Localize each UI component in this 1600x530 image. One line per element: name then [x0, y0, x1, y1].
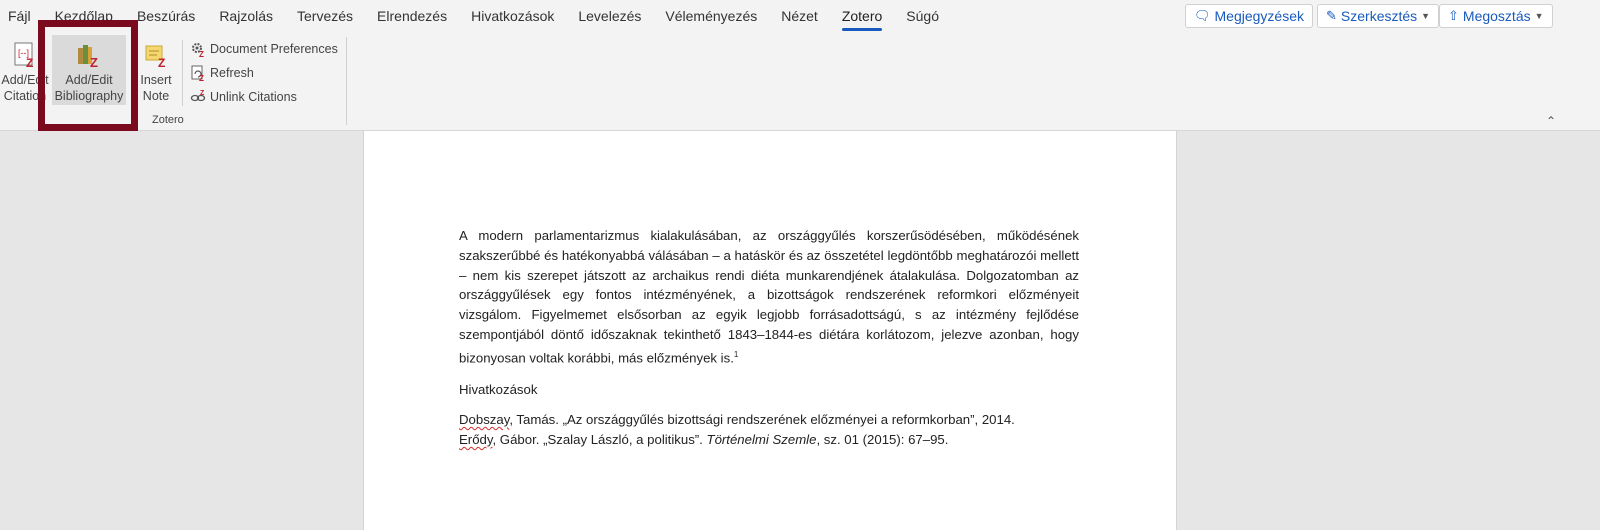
- bib-end: , sz. 01 (2015): 67–95.: [816, 431, 949, 447]
- refresh-button[interactable]: [190, 61, 338, 85]
- tab-layout[interactable]: Elrendezés: [377, 8, 448, 24]
- zotero-small-buttons: [190, 37, 338, 109]
- svg-text:Z: Z: [200, 90, 205, 97]
- highlight-box: [38, 20, 138, 131]
- bibliography-entry: [459, 410, 1079, 430]
- bibliography-label-2: Bibliography: [54, 89, 124, 103]
- document-content[interactable]: [459, 226, 1079, 450]
- tab-mailings[interactable]: Levelezés: [578, 8, 642, 24]
- add-citation-label-1: Add/Edit: [1, 73, 49, 87]
- add-citation-icon: [12, 42, 38, 68]
- paragraph-text: A modern parlamentarizmus kialakulásában, az országgyűlés korszerűsödésében, működésének szakszerűbbé és hatékonyabbá válásában – a hatáskör és az összetétel legdöntőbb meghatározói mellett – nem kis szerepet játszott az archaikus rendi diéta munkarendjének átalakulása. Dolgozatomban az országgyűlések egy fontos intézményének, a bizottságok rendszerének reformkori előzményeit vizsgálom. Figyelmemet elsősorban az egyik legjobb forrásadottságú, s az intézmény fejlődése szempontjából döntő időszaknak tekinthető 1843–1844-es diétára korlátozom, jelezve azonban, hogy bizonyosan voltak korábbi, más előzmények is.: [459, 228, 1079, 366]
- insert-note-button[interactable]: [136, 42, 176, 104]
- body-paragraph: [459, 226, 1079, 368]
- chevron-down-icon: ▼: [1534, 11, 1544, 21]
- ribbon-tabs: [0, 0, 951, 34]
- refresh-icon: [190, 65, 206, 81]
- tab-zotero[interactable]: Zotero: [830, 0, 894, 34]
- editing-label: Szerkesztés: [1340, 8, 1418, 24]
- note-icon: [143, 42, 169, 68]
- comment-icon: 🗨︎: [1194, 8, 1211, 23]
- svg-text:Z: Z: [26, 56, 34, 68]
- chevron-down-icon: ▼: [1421, 11, 1431, 21]
- add-citation-label-2: Citation: [3, 89, 47, 103]
- pencil-icon: ✎: [1326, 8, 1337, 23]
- share-button[interactable]: [1439, 4, 1553, 28]
- bib-rest: , Tamás. „Az országgyűlés bizottsági rendszerének előzményei a reformkorban”, 2014.: [509, 411, 1015, 427]
- tab-view[interactable]: Nézet: [781, 8, 818, 24]
- comments-button[interactable]: [1185, 4, 1313, 28]
- gear-icon: [190, 41, 206, 57]
- bib-author: Dobszay: [459, 411, 510, 427]
- tab-home[interactable]: Kezdőlap: [54, 8, 113, 24]
- svg-text:Z: Z: [199, 74, 204, 81]
- refresh-label: Refresh: [210, 66, 254, 80]
- share-icon: ⇧: [1448, 8, 1459, 23]
- ribbon-tab-bar: [0, 0, 1600, 34]
- tab-help[interactable]: Súgó: [906, 8, 939, 24]
- tab-insert[interactable]: Beszúrás: [136, 8, 196, 24]
- bibliography-heading: Hivatkozások: [459, 381, 538, 397]
- unlink-icon: [190, 89, 206, 105]
- tab-file[interactable]: Fájl: [8, 8, 31, 24]
- svg-text:Z: Z: [158, 56, 166, 68]
- tab-references[interactable]: Hivatkozások: [471, 8, 555, 24]
- svg-text:Z: Z: [90, 55, 98, 68]
- tab-design[interactable]: Tervezés: [297, 8, 354, 24]
- bibliography-label-1: Add/Edit: [65, 73, 113, 87]
- ribbon-divider: [182, 40, 183, 106]
- tab-draw[interactable]: Rajzolás: [219, 8, 274, 24]
- unlink-citations-button[interactable]: [190, 85, 338, 109]
- tab-review[interactable]: Véleményezés: [665, 8, 758, 24]
- svg-text:[--]: [--]: [18, 48, 29, 58]
- footnote-reference[interactable]: 1: [733, 349, 739, 359]
- insert-note-label-1: Insert: [140, 73, 172, 87]
- bibliography-entry: [459, 430, 1079, 450]
- collapse-ribbon-icon[interactable]: ⌃: [1546, 114, 1557, 128]
- insert-note-label-2: Note: [142, 89, 170, 103]
- comments-label: Megjegyzések: [1214, 8, 1305, 24]
- editing-button[interactable]: [1317, 4, 1439, 28]
- bib-author: Erődy: [459, 431, 493, 447]
- group-divider: [346, 37, 347, 125]
- document-preferences-label: Document Preferences: [210, 42, 338, 56]
- bib-rest: , Gábor. „Szalay László, a politikus”.: [492, 431, 707, 447]
- document-preferences-button[interactable]: [190, 37, 338, 61]
- share-label: Megosztás: [1462, 8, 1531, 24]
- zotero-group-label: Zotero: [152, 114, 184, 126]
- bibliography-list: [459, 410, 1079, 450]
- svg-text:Z: Z: [199, 50, 204, 57]
- unlink-citations-label: Unlink Citations: [210, 90, 297, 104]
- bib-journal: Történelmi Szemle: [706, 431, 817, 447]
